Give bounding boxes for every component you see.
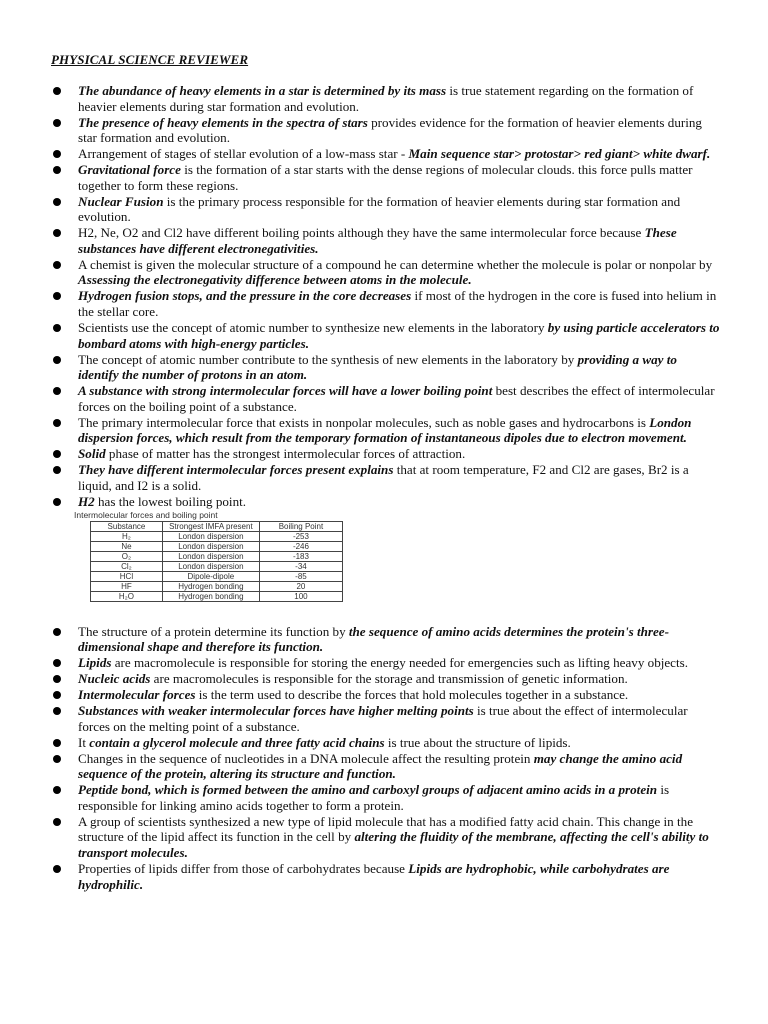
bullet-icon xyxy=(53,119,61,127)
table-cell: HCl xyxy=(91,571,163,581)
table-cell: Hydrogen bonding xyxy=(162,581,259,591)
statement-text: provides evidence for the formation of heavier elements during star formation and evolution. xyxy=(78,114,702,146)
answer-text: The presence of heavy elements in the spectra of stars xyxy=(78,114,368,130)
bullet-icon xyxy=(53,466,61,474)
page-title: PHYSICAL SCIENCE REVIEWER xyxy=(51,52,249,67)
list-item xyxy=(0,288,768,319)
table-row xyxy=(91,571,343,581)
statement-text: The primary intermolecular force that exists in nonpolar molecules, such as noble gases and hydrocarbons is xyxy=(78,414,650,430)
bullet-icon xyxy=(53,419,61,427)
list-item xyxy=(0,194,768,225)
statement-text: The concept of atomic number contribute to the synthesis of new elements in the laboratory by xyxy=(78,351,578,367)
statement-text: A group of scientists synthesized a new type of lipid molecule that has a modified fatty acid chain. This change in the structure of the lipid affect its function in the cell by xyxy=(78,813,694,845)
answer-text: Main sequence star> protostar> red giant> white dwarf. xyxy=(408,146,711,162)
list-item xyxy=(0,257,768,288)
table-header-cell: Substance xyxy=(91,521,163,531)
bullet-icon xyxy=(53,87,61,95)
reviewer-list xyxy=(0,83,768,893)
list-item xyxy=(0,146,768,162)
table-cell: London dispersion xyxy=(162,541,259,551)
list-item xyxy=(0,352,768,383)
table-cell: -246 xyxy=(259,541,342,551)
statement-text: is the term used to describe the forces that hold molecules together in a substance. xyxy=(195,687,629,703)
statement-text: A chemist is given the molecular structure of a compound he can determine whether the molecule is polar or nonpolar by xyxy=(78,256,713,272)
statement-text: Properties of lipids differ from those of carbohydrates because xyxy=(78,860,409,876)
bullet-icon xyxy=(53,198,61,206)
table-row xyxy=(91,581,343,591)
answer-text: may change the amino acid sequence of the protein, altering its structure and function. xyxy=(78,750,683,782)
answer-text: Intermolecular forces xyxy=(78,687,196,703)
bullet-icon xyxy=(53,324,61,332)
statement-text: It xyxy=(78,734,90,750)
bullet-icon xyxy=(53,229,61,237)
bullet-icon xyxy=(53,691,61,699)
answer-text: London dispersion forces, which result from the temporary formation of instantaneous dipoles due to electron movement. xyxy=(78,414,692,446)
list-item xyxy=(0,494,768,510)
statement-text: The structure of a protein determine its function by xyxy=(78,623,349,639)
answer-text: the sequence of amino acids determines the protein's three-dimensional shape and therefore its function. xyxy=(78,623,669,655)
table-row xyxy=(91,551,343,561)
bullet-icon xyxy=(53,261,61,269)
table-header-cell: Boiling Point xyxy=(259,521,342,531)
list-item xyxy=(0,624,768,655)
answer-text: These substances have different electronegativities. xyxy=(78,225,677,256)
table-cell: 20 xyxy=(259,581,342,591)
list-item xyxy=(0,735,768,751)
bullet-icon xyxy=(53,739,61,747)
list-item xyxy=(0,703,768,734)
table-cell: Cl₂ xyxy=(91,561,163,571)
bullet-icon xyxy=(53,150,61,158)
statement-text: is true about the effect of intermolecular forces on the melting point of a substance. xyxy=(78,703,688,734)
list-item xyxy=(0,383,768,414)
answer-text: Nuclear Fusion xyxy=(78,193,164,209)
bullet-icon xyxy=(53,707,61,715)
statement-text: is responsible for linking amino acids together to form a protein. xyxy=(78,782,670,813)
list-item xyxy=(0,782,768,813)
table-row xyxy=(91,591,343,601)
statement-text: Scientists use the concept of atomic number to synthesize new elements in the laboratory xyxy=(78,320,548,336)
table-header-cell: Strongest IMFA present xyxy=(162,521,259,531)
answer-text: Lipids xyxy=(78,655,112,671)
table-cell: Hydrogen bonding xyxy=(162,591,259,601)
list-item xyxy=(0,446,768,462)
answer-text: Hydrogen fusion stops, and the pressure in the core decreases xyxy=(78,288,412,304)
statement-text: has the lowest boiling point. xyxy=(94,493,247,509)
answer-text: Substances with weaker intermolecular forces have higher melting points xyxy=(78,703,474,719)
list-item xyxy=(0,671,768,687)
statement-text: that at room temperature, F2 and Cl2 are gases, Br2 is a liquid, and I2 is a solid. xyxy=(78,462,689,493)
list-item xyxy=(0,320,768,351)
answer-text: providing a way to identify the number of protons in an atom. xyxy=(78,351,677,383)
answer-text: contain a glycerol molecule and three fatty acid chains xyxy=(89,734,385,750)
table-cell: -85 xyxy=(259,571,342,581)
table-caption: Intermolecular forces and boiling point xyxy=(74,509,218,520)
table-cell: -253 xyxy=(259,531,342,541)
statement-text: are macromolecules is responsible for the storage and transmission of genetic information. xyxy=(150,671,628,687)
statement-text: Arrangement of stages of stellar evolution of a low-mass star - xyxy=(78,146,409,162)
statement-text: is true about the structure of lipids. xyxy=(384,734,571,750)
table-cell: -183 xyxy=(259,551,342,561)
bullet-icon xyxy=(53,292,61,300)
table-cell: H₂ xyxy=(91,531,163,541)
answer-text: A substance with strong intermolecular forces will have a lower boiling point xyxy=(78,383,493,399)
answer-text: Lipids are hydrophobic, while carbohydrates are hydrophilic. xyxy=(78,860,670,892)
bullet-icon xyxy=(53,659,61,667)
bullet-icon xyxy=(53,498,61,506)
table-container xyxy=(0,511,768,602)
table-cell: HF xyxy=(91,581,163,591)
table-cell: H₂O xyxy=(91,591,163,601)
statement-text: is the primary process responsible for the formation of heavier elements during star formation and evolution. xyxy=(78,193,681,225)
statement-text: phase of matter has the strongest intermolecular forces of attraction. xyxy=(105,446,466,462)
bullet-icon xyxy=(53,786,61,794)
answer-text: altering the fluidity of the membrane, affecting the cell's ability to transport molecules. xyxy=(78,829,709,860)
list-item xyxy=(0,814,768,861)
list-item xyxy=(0,162,768,193)
imf-boiling-point-table xyxy=(90,521,343,602)
answer-text: H2 xyxy=(78,493,95,509)
answer-text: Peptide bond, which is formed between the amino and carboxyl groups of adjacent amino acids in a protein xyxy=(78,782,658,798)
answer-text: They have different intermolecular forces present explains xyxy=(78,462,394,478)
table-row xyxy=(91,531,343,541)
answer-text: The abundance of heavy elements in a star is determined by its mass xyxy=(78,83,447,98)
table-cell: London dispersion xyxy=(162,531,259,541)
table-cell: Dipole-dipole xyxy=(162,571,259,581)
table-cell: London dispersion xyxy=(162,551,259,561)
list-item xyxy=(0,83,768,114)
list-item xyxy=(0,655,768,671)
list-item xyxy=(0,462,768,493)
bullet-icon xyxy=(53,865,61,873)
table-cell: O₂ xyxy=(91,551,163,561)
table-row xyxy=(91,561,343,571)
table-cell: -34 xyxy=(259,561,342,571)
list-item xyxy=(0,861,768,892)
list-item xyxy=(0,415,768,446)
bullet-icon xyxy=(53,387,61,395)
answer-text: Assessing the electronegativity difference between atoms in the molecule. xyxy=(78,272,472,288)
list-item xyxy=(0,115,768,146)
answer-text: Solid xyxy=(78,446,106,462)
statement-text: if most of the hydrogen in the core is fused into helium in the stellar core. xyxy=(78,288,717,320)
answer-text: by using particle accelerators to bombard atoms with high-energy particles. xyxy=(78,320,720,351)
statement-text: is the formation of a star starts with the dense regions of molecular clouds. this force pulls matter together to form these regions. xyxy=(78,162,693,193)
bullet-icon xyxy=(53,755,61,763)
list-item xyxy=(0,751,768,782)
table-cell: Ne xyxy=(91,541,163,551)
statement-text: are macromolecule is responsible for storing the energy needed for emergencies such as lifting heavy objects. xyxy=(111,655,689,671)
bullet-icon xyxy=(53,628,61,636)
list-item xyxy=(0,687,768,703)
list-item xyxy=(0,225,768,256)
answer-text: Nucleic acids xyxy=(78,671,151,687)
table-row xyxy=(91,541,343,551)
table-cell: London dispersion xyxy=(162,561,259,571)
statement-text: best describes the effect of intermolecular forces on the boiling point of a substance. xyxy=(78,383,715,414)
bullet-icon xyxy=(53,450,61,458)
statement-text: Changes in the sequence of nucleotides in a DNA molecule affect the resulting protein xyxy=(78,750,534,766)
table-cell: 100 xyxy=(259,591,342,601)
bullet-icon xyxy=(53,818,61,826)
answer-text: Gravitational force xyxy=(78,162,181,178)
table-header-row xyxy=(91,521,343,531)
bullet-icon xyxy=(53,675,61,683)
statement-text: is true statement regarding on the formation of heavier elements during star formation and evolution. xyxy=(78,83,694,114)
statement-text: H2, Ne, O2 and Cl2 have different boiling points although they have the same intermolecular force because xyxy=(78,225,645,241)
bullet-icon xyxy=(53,166,61,174)
bullet-icon xyxy=(53,356,61,364)
